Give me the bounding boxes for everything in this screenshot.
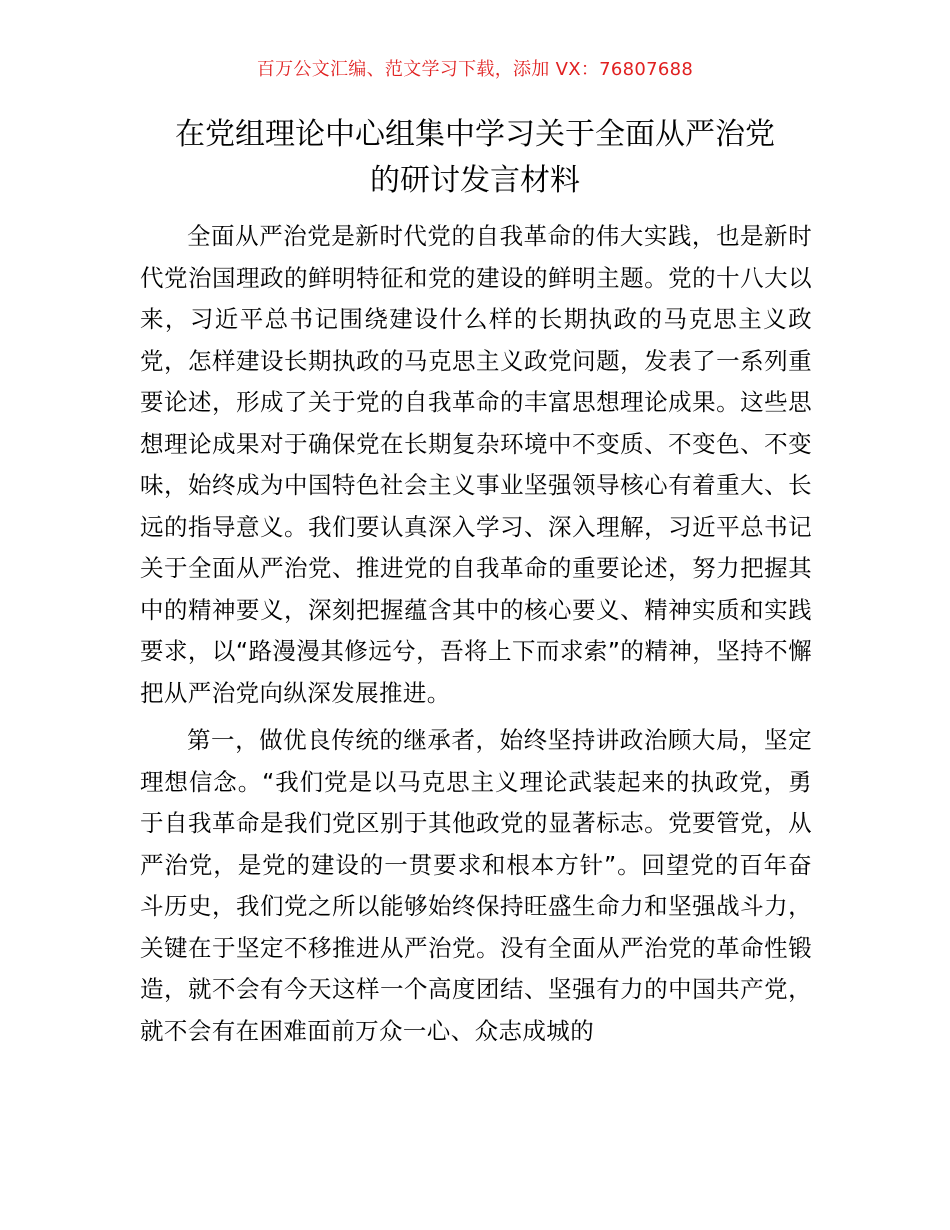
paragraph-intro: 全面从严治党是新时代党的自我革命的伟大实践，也是新时代党治国理政的鲜明特征和党的建设的鲜明主题。党的十八大以来，习近平总书记围绕建设什么样的长期执政的马克思主义政党，怎样建设长期执政的马克思主义政党问题，发表了一系列重要论述，形成了关于党的自我革命的丰富思想理论成果。这些思想理论成果对于确保党在长期复杂环境中不变质、不变色、不变味，始终成为中国特色社会主义事业坚强领导核心有着重大、长远的指导意义。我们要认真深入学习、深入理解，习近平总书记关于全面从严治党、推进党的自我革命的重要论述，努力把握其中的精神要义，深刻把握蕴含其中的核心要义、精神实质和实践要求，以“路漫漫其修远兮，吾将上下而求索”的精神，坚持不懈把从严治党向纵深发展推进。 xyxy=(140,222,812,707)
document-title xyxy=(140,112,810,204)
title-line-1: 在党组理论中心组集中学习关于全面从严治党 xyxy=(175,117,775,152)
title-line-2: 的研讨发言材料 xyxy=(370,163,580,198)
paragraph-first-point: 第一，做优良传统的继承者，始终坚持讲政治顾大局，坚定理想信念。“我们党是以马克思主义理论武装起来的执政党，勇于自我革命是我们党区别于其他政党的显著标志。党要管党，从严治党，是党的建设的一贯要求和根本方针”。回望党的百年奋斗历史，我们党之所以能够始终保持旺盛生命力和坚强战斗力，关键在于坚定不移推进从严治党。没有全面从严治党的革命性锻造，就不会有今天这样一个高度团结、坚强有力的中国共产党，就不会有在困难面前万众一心、众志成城的 xyxy=(140,726,812,1045)
document-body xyxy=(140,216,812,1056)
promo-banner: 百万公文汇编、范文学习下载，添加 VX：76807688 xyxy=(256,59,694,80)
